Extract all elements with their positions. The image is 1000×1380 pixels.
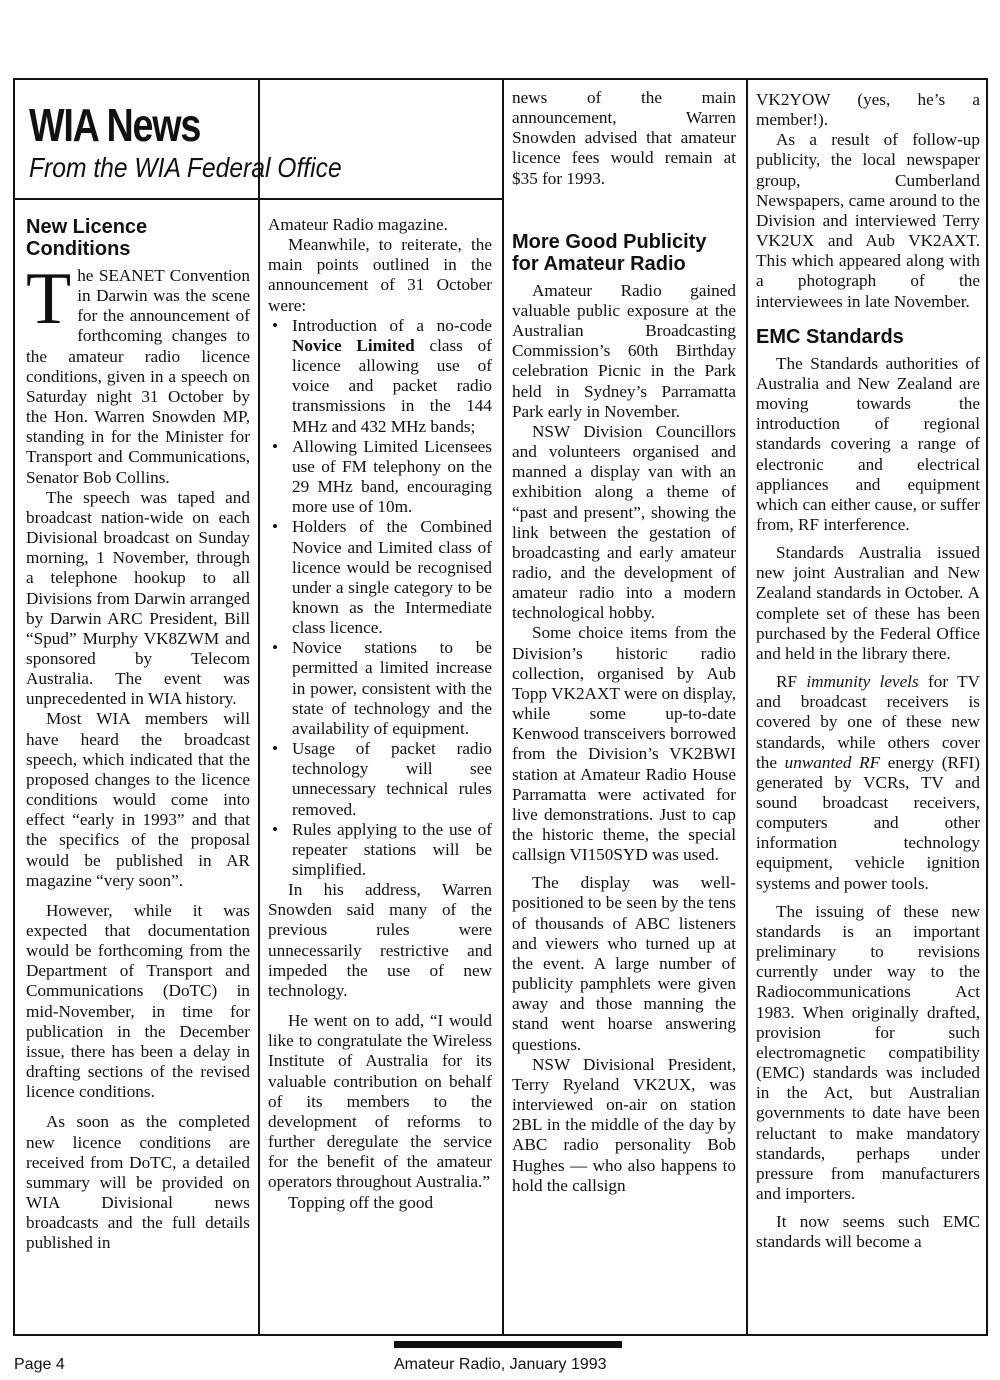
issue-label: Amateur Radio, January 1993 — [394, 1356, 607, 1373]
article-paragraph: The SEANET Convention in Darwin was the scene for the announcement of forthcoming changes to the amateur radio licence conditions, given in a speech on Saturday night 31 October by the Hon. Warren Snowden MP, standing in for the Minister for Transport and Communications, Senator Bob Collins. — [26, 258, 250, 487]
article-paragraph: Standards Australia issued new joint Australian and New Zealand standards in October. A complete set of these has been purchased by the Federal Office and held in the library there. — [756, 543, 980, 663]
column-4 — [756, 90, 980, 1334]
column-rule — [258, 80, 260, 1334]
article-paragraph: As soon as the completed new licence conditions are received from DoTC, a detailed summary will be provided on WIA Divisional news broadcasts and the full details published in — [26, 1112, 250, 1253]
article-paragraph: Amateur Radio magazine. — [268, 215, 448, 234]
list-item: • Introduction of a no-code Novice Limited class of licence allowing use of voice and packet radio transmissions in the 144 MHz and 432 MHz bands; — [268, 316, 492, 437]
section-title: WIA News — [29, 99, 201, 151]
article-paragraph: Meanwhile, to reiterate, the main points outlined in the announcement of 31 October were: — [268, 235, 492, 315]
page-frame — [13, 78, 988, 1336]
footer-bar — [394, 1341, 622, 1348]
bullet-list — [268, 316, 492, 880]
column-rule — [502, 80, 504, 1334]
article-paragraph: The display was well-positioned to be seen by the tens of thousands of ABC listeners and viewers who turned up at the event. A large number of publicity pamphlets were given away and those manning the stand went hoarse answering questions. — [512, 873, 736, 1054]
masthead — [29, 99, 384, 184]
article-paragraph: In his address, Warren Snowden said many of the previous rules were unnecessarily restrictive and impeded the use of new technology. — [268, 880, 492, 1000]
article-paragraph: VK2YOW (yes, he’s a member!). — [756, 90, 980, 130]
article-paragraph: RF immunity levels for TV and broadcast receivers is covered by one of these new standards, while others cover the unwanted RF energy (RFI) generated by VCRs, TV and sound broadcast receivers, computers and other information technology equipment, vehicle ignition systems and power tools. — [756, 672, 980, 893]
article-paragraph: Some choice items from the Division’s historic radio collection, organised by Aub Topp VK2AXT were on display, while some up-to-date Kenwood transceivers borrowed from the Division’s VK2BWI station at Amateur Radio House Parramatta were activated for live demonstrations. Just to cap the historic theme, the special callsign VI150SYD was used. — [512, 623, 736, 865]
article-paragraph: Most WIA members will have heard the broadcast speech, which indicated that the proposed changes to the licence conditions would come into effect “early in 1993” and that the specifics of the proposal would be published in AR magazine “very soon”. — [26, 709, 250, 890]
list-item: • Rules applying to the use of repeater stations will be simplified. — [268, 820, 492, 880]
article-paragraph: Amateur Radio gained valuable public exposure at the Australian Broadcasting Commission’s 60th Birthday celebration Picnic in the Park held in Sydney’s Parramatta Park early in November. — [512, 280, 736, 421]
page-number: Page 4 — [14, 1356, 65, 1373]
list-item: • Novice stations to be permitted a limited increase in power, consistent with the state of technology and the availability of equipment. — [268, 638, 492, 739]
article-paragraph: It now seems such EMC standards will become a — [756, 1212, 980, 1252]
article-paragraph: The Standards authorities of Australia and New Zealand are moving towards the introduction of regional standards covering a range of electronic and electrical appliances and equipment which can either cause, or suffer from, RF interference. — [756, 353, 980, 534]
article-paragraph: Topping off the good — [288, 1192, 434, 1212]
drop-cap: T — [26, 258, 72, 340]
article-paragraph: The issuing of these new standards is an important preliminary to revisions currently under way to the Radiocommunications Act 1983. When originally drafted, provision for such electromagnetic compatibility (EMC) standards was included in the Act, but Australian governments to date have been reluctant to make mandatory standards, perhaps under pressure from manufacturers and importers. — [756, 901, 980, 1203]
article-heading: EMC Standards — [756, 325, 904, 348]
column-1 — [26, 210, 250, 1334]
article-paragraph: news of the main announcement, Warren Snowden advised that amateur licence fees would remain at $35 for 1993. — [512, 88, 736, 188]
article-heading: New Licence Conditions — [26, 216, 148, 260]
article-paragraph: The speech was taped and broadcast nation-wide on each Divisional broadcast on Sunday morning, 1 November, through a telephone hookup to all Divisions from Darwin arranged by Darwin ARC President, Bill “Spud” Murphy VK8ZWM and sponsored by Telecom Australia. The event was unprecedented in WIA history. — [26, 487, 250, 709]
list-item: • Holders of the Combined Novice and Limited class of licence would be recognised under a single category to be known as the Intermediate class licence. — [268, 517, 492, 638]
list-item: • Usage of packet radio technology will see unnecessary technical rules removed. — [268, 739, 492, 820]
article-paragraph: NSW Divisional President, Terry Ryeland VK2UX, was interviewed on-air on station 2BL in the middle of the day by ABC radio personality Bob Hughes — who also happens to hold the callsign — [512, 1054, 736, 1195]
column-rule — [746, 80, 748, 1334]
column-2 — [268, 215, 492, 1334]
article-paragraph: As a result of follow-up publicity, the local newspaper group, Cumberland Newspapers, came around to the Division and interviewed Terry VK2UX and Aub VK2AXT. This which appeared along with a photograph of the interviewees in late November. — [756, 130, 980, 311]
column-3 — [512, 88, 736, 1334]
masthead-rule — [15, 198, 504, 200]
section-subtitle: From the WIA Federal Office — [29, 152, 342, 183]
article-paragraph: He went on to add, “I would like to congratulate the Wireless Institute of Australia for its valuable contribution on behalf of its members to the development of reforms to further deregulate the service for the benefit of the amateur operators throughout Australia.” — [268, 1011, 492, 1192]
list-item: • Allowing Limited Licensees use of FM telephony on the 29 MHz band, encouraging more use of 10m. — [268, 437, 492, 518]
article-paragraph: However, while it was expected that documentation would be forthcoming from the Department of Transport and Communications (DoTC) in mid-November, in time for publication in the December issue, there has been a delay in drafting sections of the revised licence conditions. — [26, 900, 250, 1102]
article-heading: More Good Publicity for Amateur Radio — [512, 230, 707, 275]
article-paragraph: NSW Division Councillors and volunteers organised and manned a display van with an exhibition along a theme of “past and present”, showing the link between the gestation of broadcasting and early amateur radio, and the development of amateur radio into a modern technological hobby. — [512, 421, 736, 623]
